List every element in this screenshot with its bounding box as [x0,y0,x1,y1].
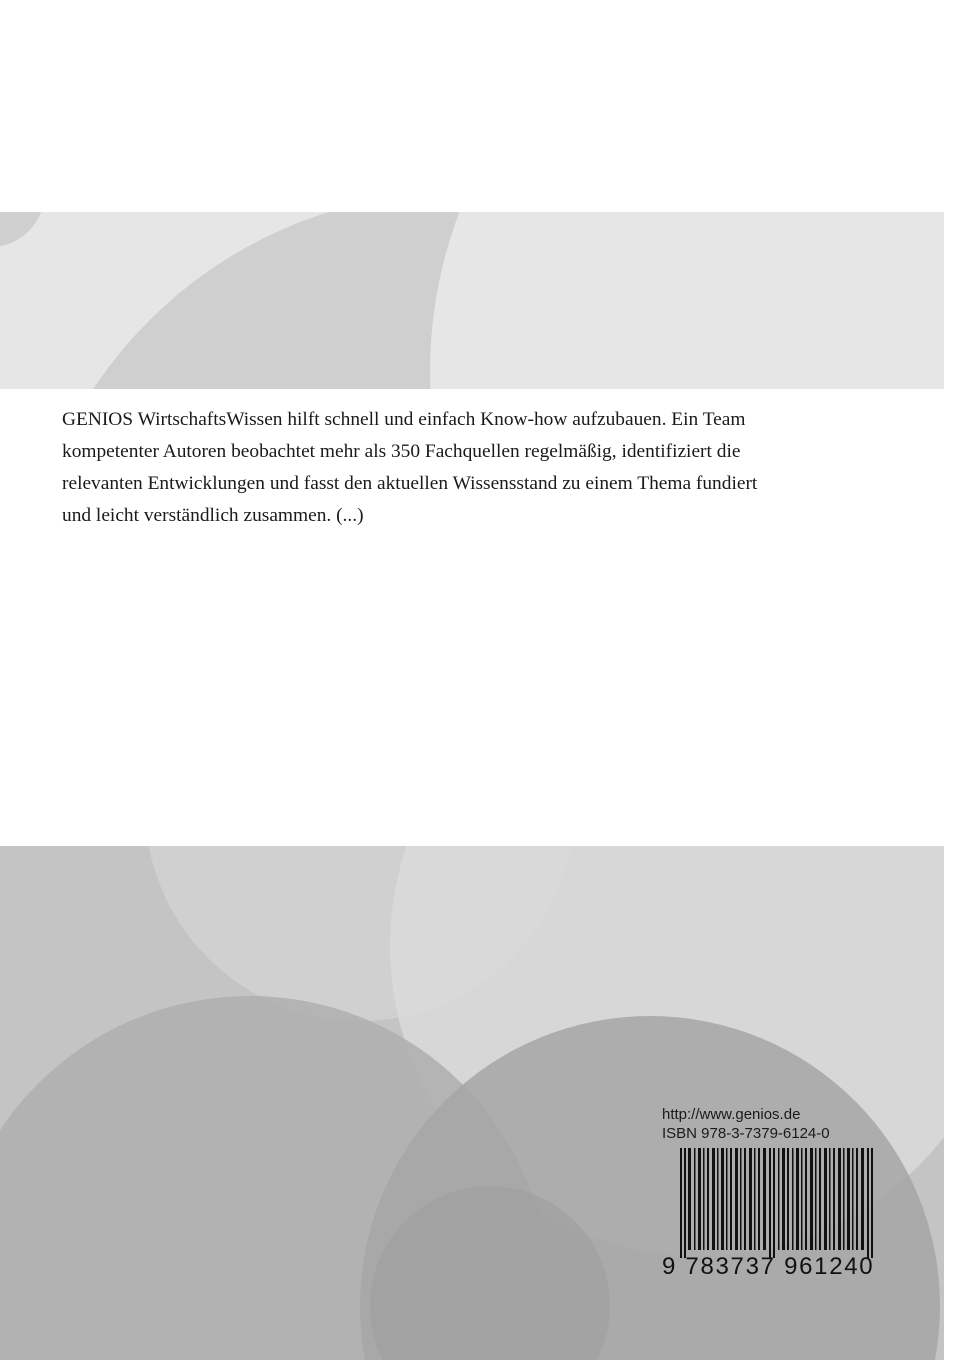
description-line: GENIOS WirtschaftsWissen hilft schnell und einfach Know-how aufzubauen. Ein Team [62,409,746,430]
publisher-url: http://www.genios.de [662,1106,801,1123]
barcode-bars [662,1148,888,1258]
description-line: und leicht verständlich zusammen. (...) [62,505,364,526]
top-decorative-band [0,212,944,389]
publisher-info [662,1105,892,1143]
bottom-circle-graphic [0,846,944,1360]
top-circle-graphic [0,212,944,389]
description-line: kompetenter Autoren beobachtet mehr als 350 Fachquellen regelmäßig, identifiziert die [62,441,741,462]
isbn-barcode [662,1148,888,1282]
isbn-text: ISBN 978-3-7379-6124-0 [662,1125,830,1142]
barcode-number: 9 783737 961240 [662,1253,875,1280]
book-description [62,404,882,532]
description-line: relevanten Entwicklungen und fasst den aktuellen Wissensstand zu einem Thema fundiert [62,473,758,494]
bottom-decorative-band [0,846,944,1360]
